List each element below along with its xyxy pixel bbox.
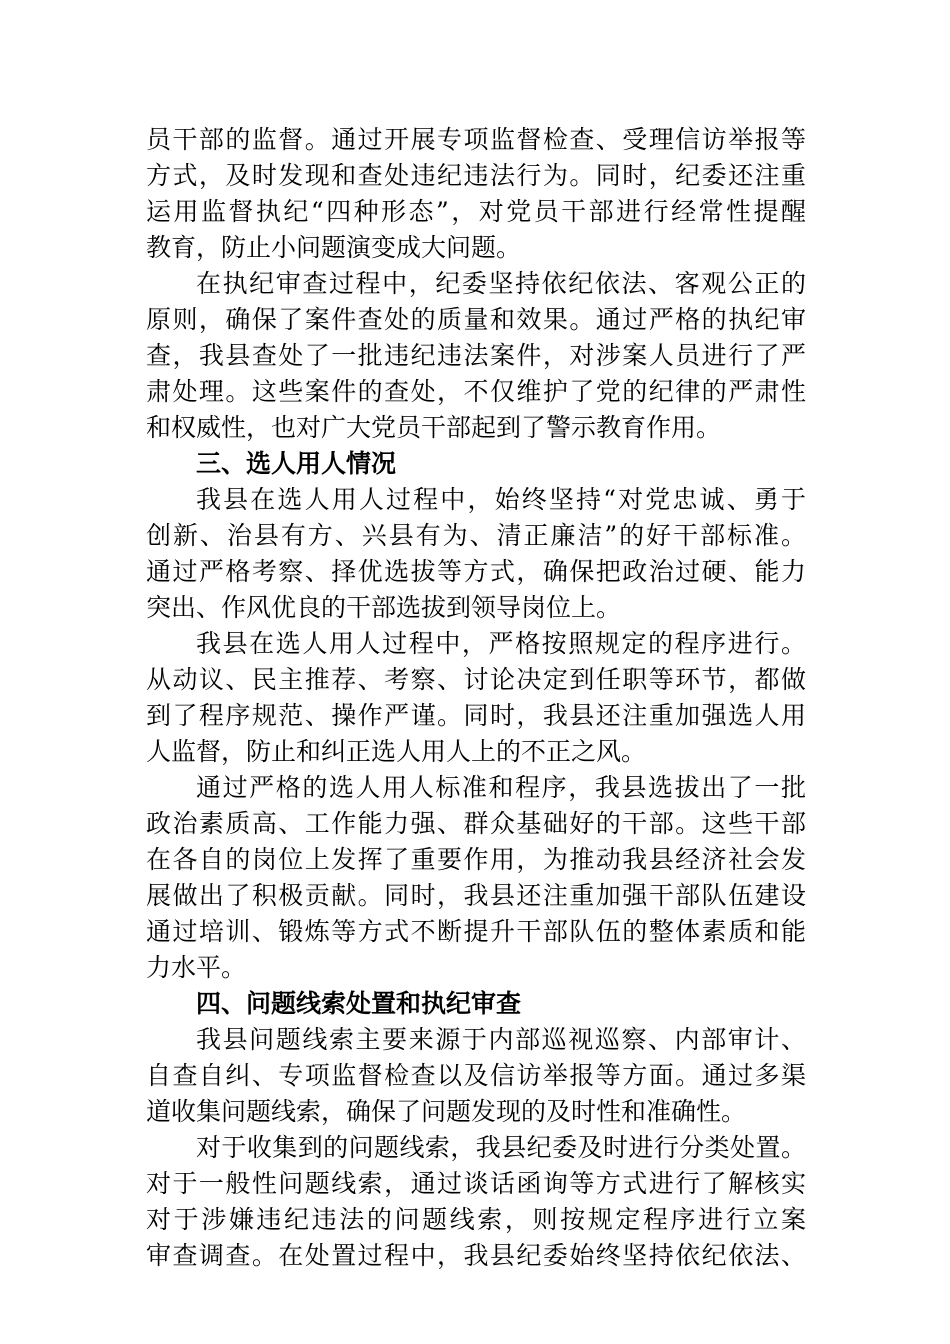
body-text-line: 教育，防止小问题演变成大问题。 [146,233,522,262]
body-text-line: 运用监督执纪“四种形态”，对党员干部进行经常性提醒 [146,197,806,226]
body-text-line: 通过严格考察、择优选拔等方式，确保把政治过硬、能力 [146,557,806,586]
body-text-line: 力水平。 [146,953,247,982]
body-text-line: 对于收集到的问题线索，我县纪委及时进行分类处置。 [196,1133,806,1162]
body-text-line: 在执纪审查过程中，纪委坚持依纪依法、客观公正的 [196,269,806,298]
body-text-line: 道收集问题线索，确保了问题发现的及时性和准确性。 [146,1097,747,1126]
body-text-line: 我县在选人用人过程中，严格按照规定的程序进行。 [196,629,806,658]
body-text-line: 原则，确保了案件查处的质量和效果。通过严格的执纪审 [146,305,806,334]
body-text-line: 自查自纠、专项监督检查以及信访举报等方面。通过多渠 [146,1061,806,1090]
body-text-line: 员干部的监督。通过开展专项监督检查、受理信访举报等 [146,125,806,154]
body-text-line: 通过培训、锻炼等方式不断提升干部队伍的整体素质和能 [146,917,806,946]
body-text-line: 对于一般性问题线索，通过谈话函询等方式进行了解核实 [146,1169,806,1198]
body-text-line: 政治素质高、工作能力强、群众基础好的干部。这些干部 [146,809,806,838]
body-text-line: 突出、作风优良的干部选拔到领导岗位上。 [146,593,622,622]
body-text-line: 人监督，防止和纠正选人用人上的不正之风。 [146,737,647,766]
body-text-line: 到了程序规范、操作严谨。同时，我县还注重加强选人用 [146,701,806,730]
body-text-line: 方式，及时发现和查处违纪违法行为。同时，纪委还注重 [146,161,806,190]
body-text-line: 展做出了积极贡献。同时，我县还注重加强干部队伍建设 [146,881,806,910]
body-text-line: 创新、治县有方、兴县有为、清正廉洁”的好干部标准。 [146,521,806,550]
body-text-line: 我县在选人用人过程中，始终坚持“对党忠诚、勇于 [196,485,806,514]
body-text-line: 查，我县查处了一批违纪违法案件，对涉案人员进行了严 [146,341,806,370]
body-text-line: 肃处理。这些案件的查处，不仅维护了党的纪律的严肃性 [146,377,806,406]
body-text-line: 从动议、民主推荐、考察、讨论决定到任职等环节，都做 [146,665,806,694]
body-text-line: 和权威性，也对广大党员干部起到了警示教育作用。 [146,413,722,442]
body-text-line: 我县问题线索主要来源于内部巡视巡察、内部审计、 [196,1025,806,1054]
body-text-line: 在各自的岗位上发挥了重要作用，为推动我县经济社会发 [146,845,806,874]
body-text-line: 通过严格的选人用人标准和程序，我县选拔出了一批 [196,773,806,802]
section-heading: 四、问题线索处置和执纪审查 [196,989,522,1018]
body-text-line: 对于涉嫌违纪违法的问题线索，则按规定程序进行立案 [146,1205,806,1234]
body-text-line: 审查调查。在处置过程中，我县纪委始终坚持依纪依法、 [146,1241,806,1270]
section-heading: 三、选人用人情况 [196,449,397,478]
